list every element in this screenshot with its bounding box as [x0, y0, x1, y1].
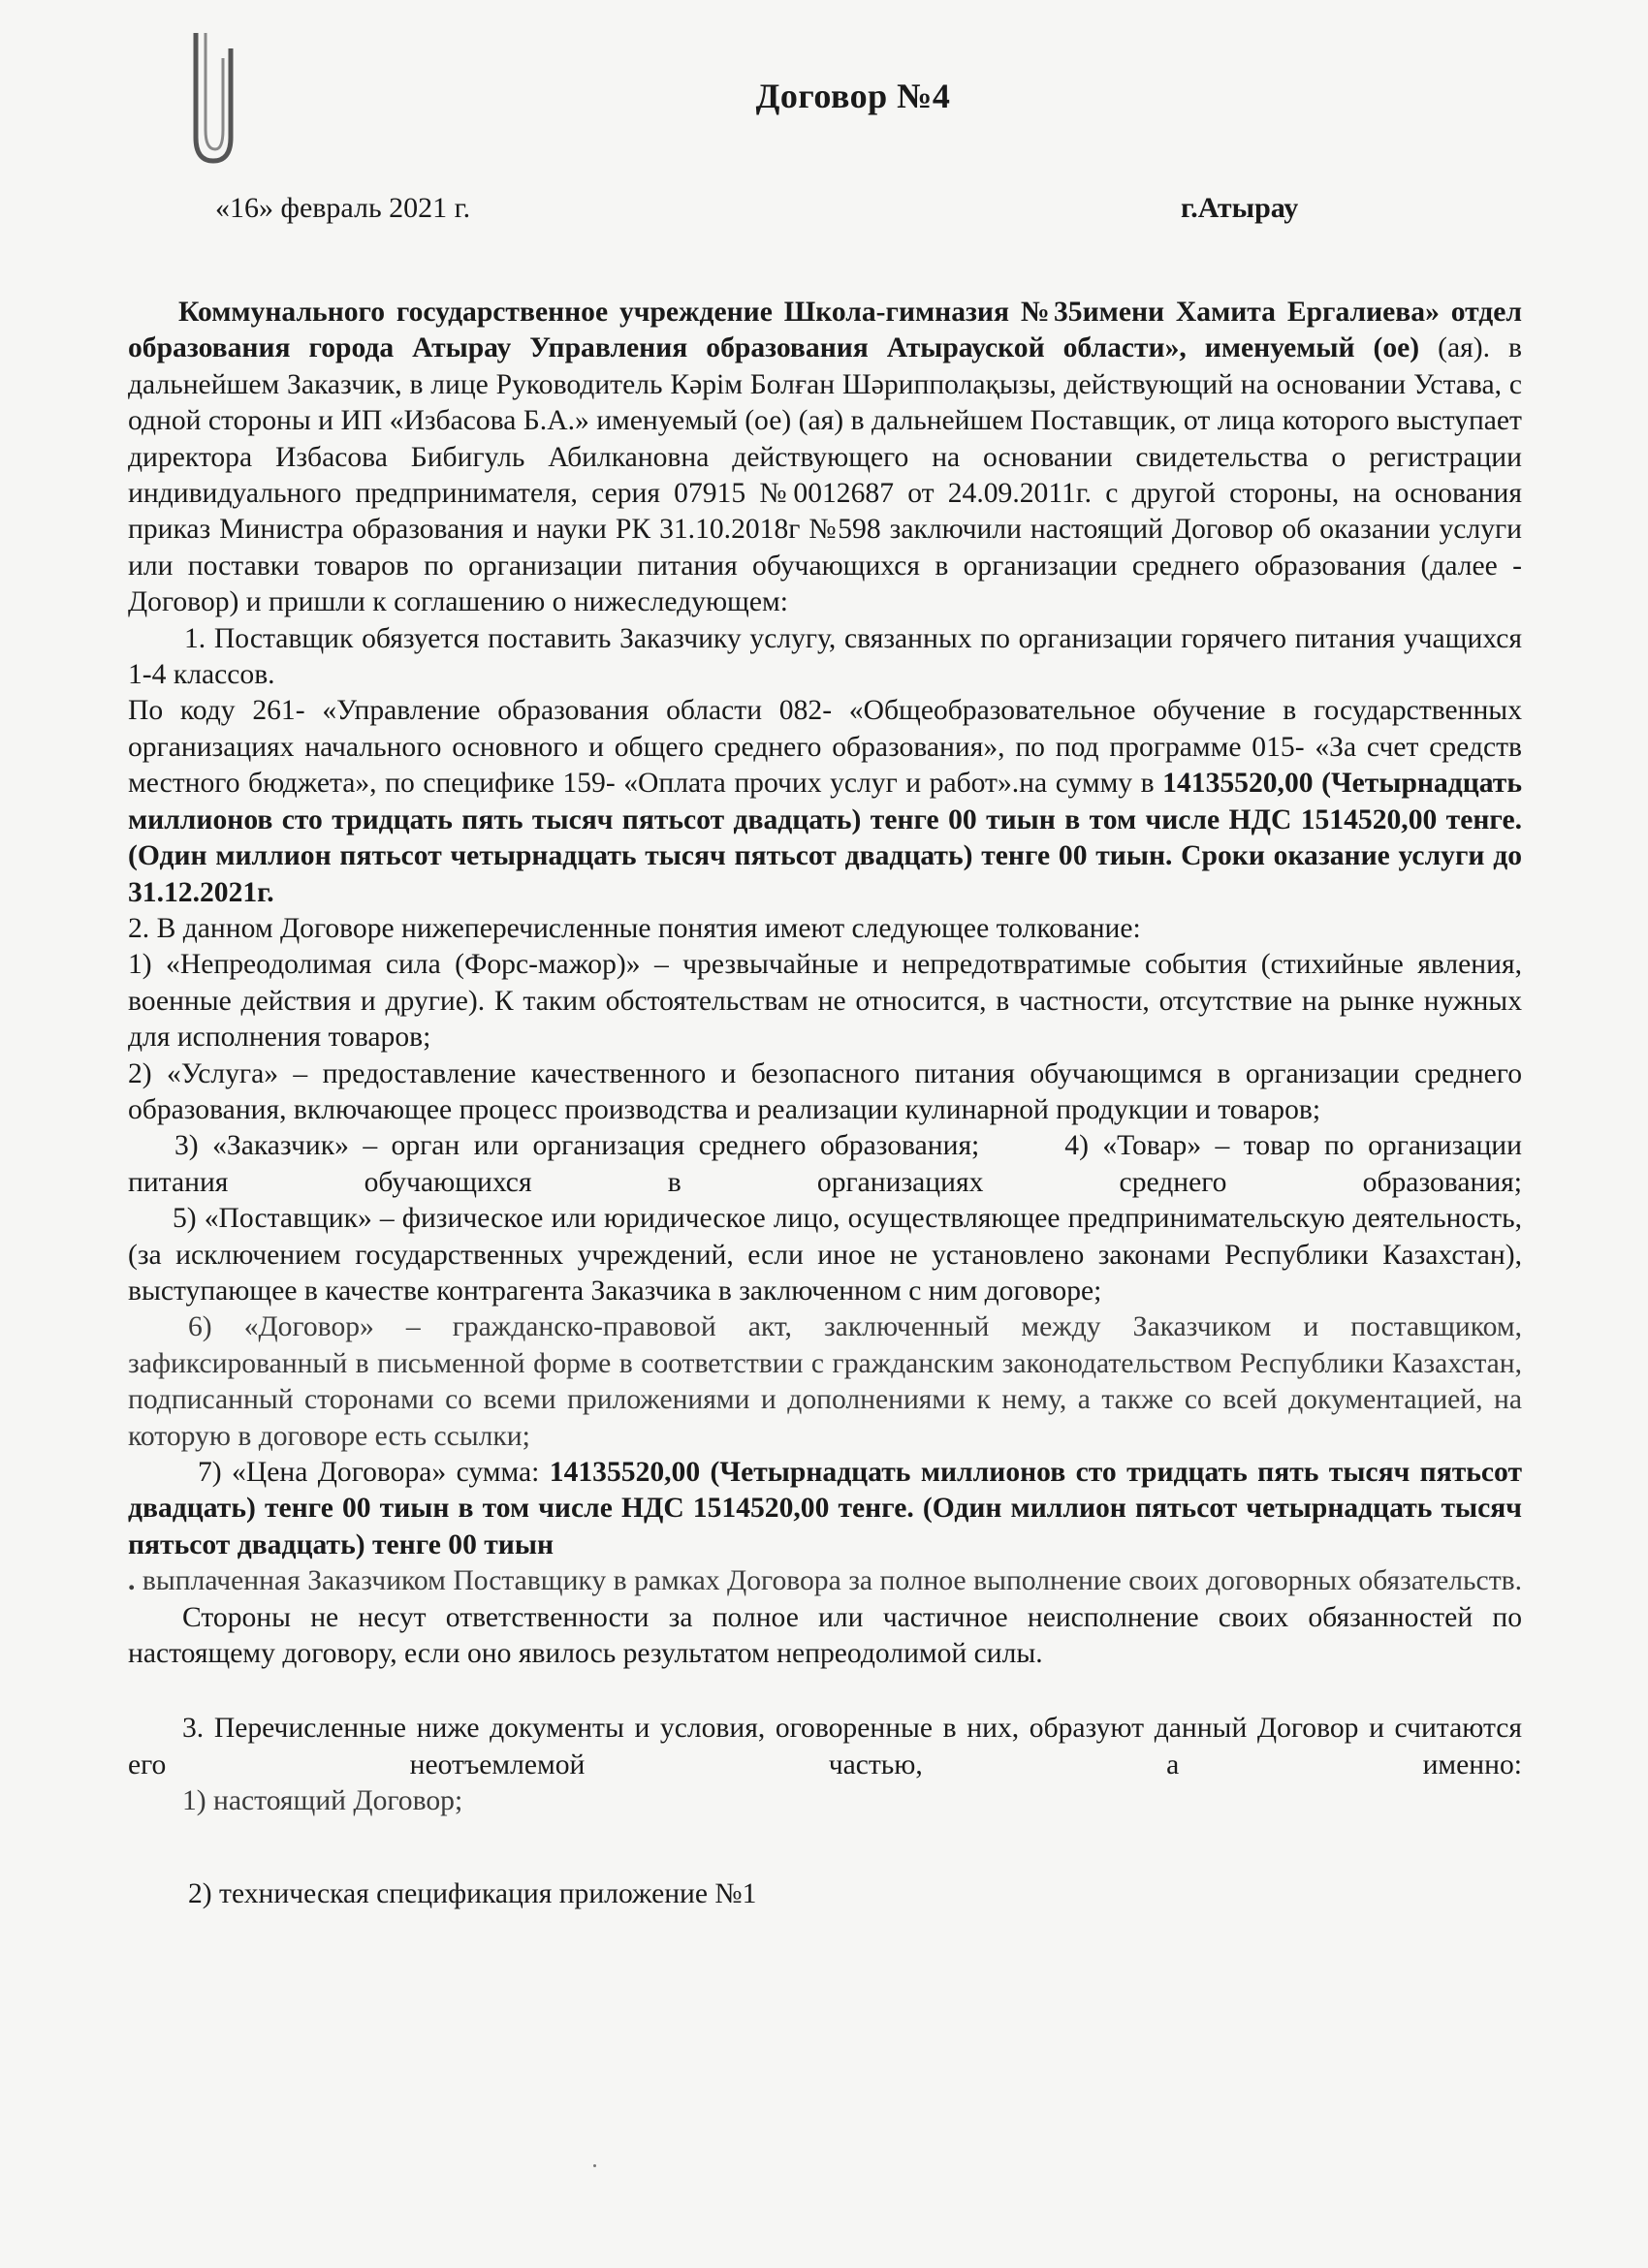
- clause-2: 2. В данном Договоре нижеперечисленные понятия имеют следующее толкование:: [128, 912, 1141, 944]
- price-label: 7) «Цена Договора» сумма:: [198, 1457, 550, 1488]
- definition-price-continued: [128, 1563, 1522, 1599]
- definition-force-majeure: 1) «Непреодолимая сила (Форс-мажор)» – чрезвычайные и непредотвратимые события (стихийные явления, военные действия и другие). К таким обстоятельствам не относится, в частности, отсутствие на рынке нужных для исполнения товаров;: [128, 949, 1522, 1054]
- definition-supplier: 5) «Поставщик» – физическое или юридическое лицо, осуществляющее предпринимательскую деятельность, (за исключением государственных учреждений, если иное не установлено законами Республики Казахстан), выступающее в качестве контрагента Заказчика в заключенном с ним договоре;: [128, 1203, 1522, 1307]
- contract-amount: 14135520,00 (Четырнадцать миллионов сто тридцать пять тысяч пятьсот двадцать) тенге 00 тиын в том числе НДС 1514520,00 тенге. (Один миллион пятьсот четырнадцать тысяч пятьсот двадцать) тенге 00 тиын. Сроки оказание услуги до 31.12.2021г.: [128, 768, 1522, 908]
- contract-body: [128, 295, 1522, 1912]
- intro-text: (ая). в дальнейшем Заказчик, в лице Руководитель Кәрім Болған Шәрипполақызы, действующий на основании Устава, с одной стороны и ИП «Избасова Б.А.» именуемый (ое) (ая) в дальнейшем Поставщик, от лица которого выступает директора Избасова Бибигуль Абилкановна действующего на основании свидетельства о регистрации индивидуального предпринимателя, серия 07915 №0012687 от 24.09.2011г. с другой стороны, на основания приказ Министра образования и науки РК 31.10.2018г №598 заключили настоящий Договор об оказании услуги или поставки товаров по организации питания обучающихся в организации среднего образования (далее - Договор) и пришли к соглашению о нижеследующем:: [128, 332, 1522, 618]
- document-title: Договор №4: [755, 77, 951, 115]
- definition-service: 2) «Услуга» – предоставление качественного и безопасного питания обучающимся в организации среднего образования, включающее процесс производства и реализации кулинарной продукции и товаров;: [128, 1057, 1522, 1125]
- clause-1-budget: [128, 693, 1522, 910]
- definition-customer: 3) «Заказчик» – орган или организация среднего образования;: [174, 1130, 980, 1162]
- definition-customer-goods: [128, 1128, 1522, 1201]
- contract-date: «16» февраль 2021 г.: [215, 192, 471, 224]
- clause-3: 3. Перечисленные ниже документы и условия, оговоренные в них, образуют данный Договор и считаются его неотъемлемой частью, а именно:: [128, 1713, 1522, 1780]
- customer-name: Коммунального государственное учреждение Школа-гимназия №35имени Хамита Ергалиева» отдел образования города Атырау Управления образования Атырауской области», именуемый (ое): [128, 297, 1522, 364]
- scan-speck: [593, 2164, 596, 2167]
- document-list-item-2: 2) техническая спецификация приложение №1: [188, 1877, 757, 1909]
- budget-text: По коду 261- «Управление образования области 082- «Общеобразовательное обучение в государственных организациях начального основного и общего среднего образования», по под программе 015- «За счет средств местного бюджета», по специфике 159- «Оплата прочих услуг и работ».на сумму в: [128, 695, 1522, 800]
- price-amount: 14135520,00 (Четырнадцать миллионов сто тридцать пять тысяч пятьсот двадцать) тенге 00 тиын в том числе НДС 1514520,00 тенге. (Один миллион пятьсот четырнадцать тысяч пятьсот двадцать) тенге 00 тиын: [128, 1457, 1522, 1560]
- document-list-item-1: 1) настоящий Договор;: [182, 1785, 463, 1817]
- definition-contract: 6) «Договор» – гражданско-правовой акт, заключенный между Заказчиком и поставщиком, зафиксированный в письменной форме в соответствии с гражданским законодательством Республики Казахстан, подписанный сторонами со всеми приложениями и дополнениями к нему, а также со всей документацией, на которую в договоре есть ссылки;: [128, 1311, 1522, 1452]
- intro-paragraph: [128, 295, 1522, 621]
- definition-price: [128, 1455, 1522, 1563]
- definition-goods: 4) «Товар» – товар по организации питания обучающихся в организациях среднего образования;: [128, 1130, 1522, 1198]
- clause-1: 1. Поставщик обязуется поставить Заказчику услугу, связанных по организации горячего питания учащихся 1-4 классов.: [128, 622, 1522, 691]
- price-paid-text: выплаченная Заказчиком Поставщику в рамках Договора за полное выполнение своих договорных обязательств.: [135, 1565, 1522, 1597]
- force-majeure-liability: Стороны не несут ответственности за полное или частичное неисполнение своих обязанностей по настоящему договору, если оно явилось результатом непреодолимой силы.: [128, 1601, 1522, 1670]
- contract-city: г.Атырау: [1181, 192, 1299, 224]
- price-dot: .: [128, 1565, 136, 1597]
